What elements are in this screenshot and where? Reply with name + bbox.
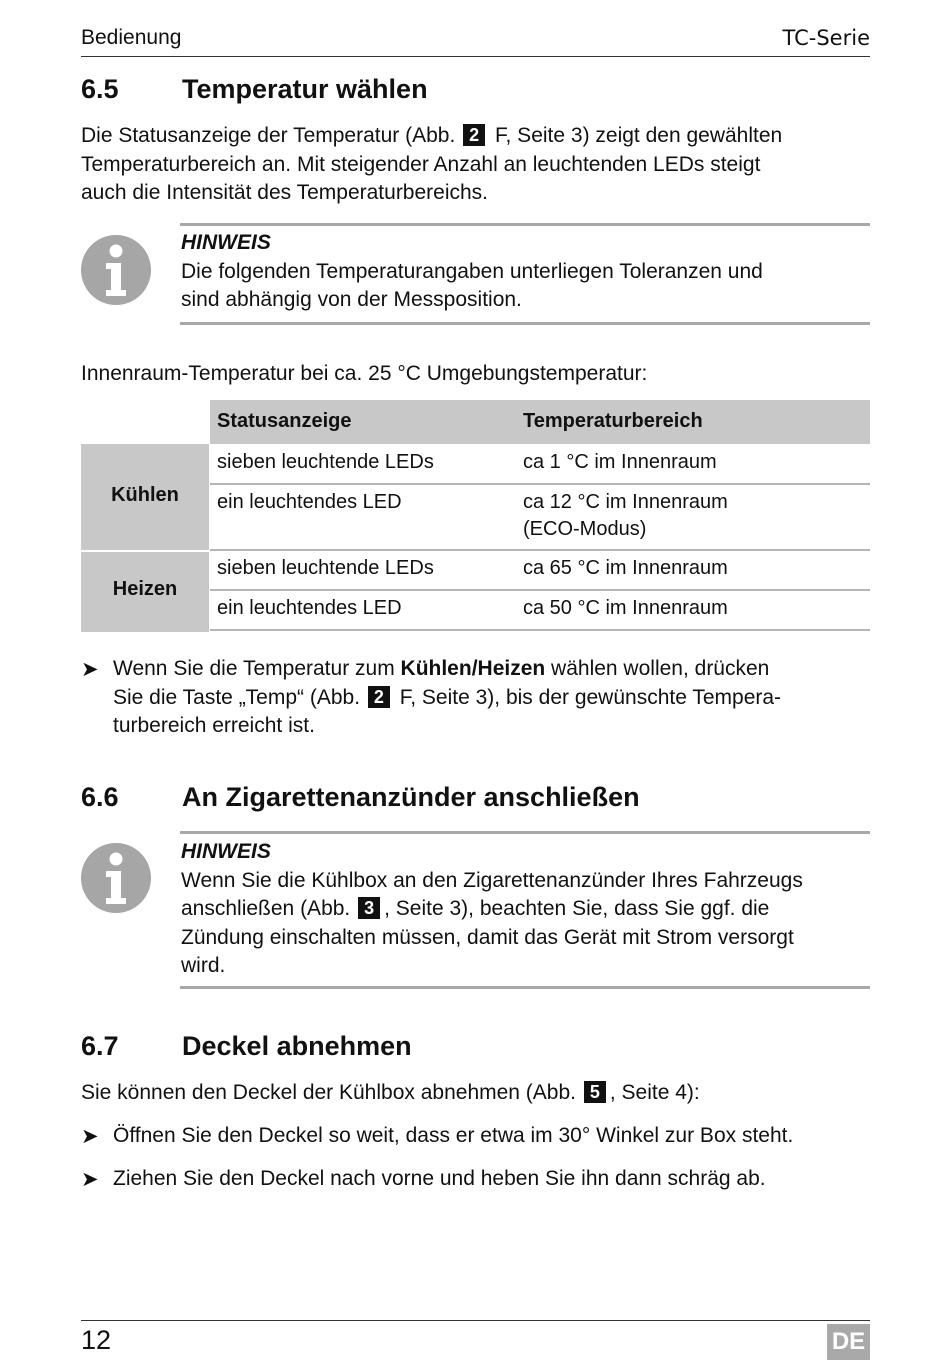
bullet-arrow-icon: ➤	[81, 1124, 99, 1148]
note-line: wird.	[181, 954, 226, 977]
paragraph-line: auch die Intensität des Temperaturbereichs.	[81, 181, 489, 204]
instruction-item	[81, 1122, 870, 1152]
note-bottom-rule	[180, 322, 870, 325]
footer-divider	[81, 1320, 870, 1321]
group-label-heating	[81, 552, 209, 632]
table-header-row	[210, 400, 870, 444]
paragraph-line	[81, 122, 870, 151]
intro-paragraph	[81, 122, 870, 208]
paragraph	[81, 1079, 700, 1108]
table-cell: ca 1 °C im Innenraum	[523, 451, 717, 473]
text-run: F, Seite 3), bis der gewünschte Tempera-	[399, 685, 782, 709]
bullet-arrow-icon: ➤	[81, 657, 99, 681]
running-header-series: TC-Serie	[782, 26, 870, 50]
text-run: Sie können den Deckel der Kühlbox abnehmen (Abb.	[81, 1081, 576, 1104]
table-intro: Innenraum-Temperatur bei ca. 25 °C Umgebungstemperatur:	[81, 362, 648, 385]
figure-badge: 2	[368, 686, 390, 708]
note-bottom-rule	[180, 986, 870, 989]
section-title: Temperatur wählen	[182, 74, 428, 104]
figure-badge: 5	[584, 1081, 606, 1103]
table-cell	[523, 489, 728, 542]
text-run: , Seite 4):	[609, 1081, 700, 1104]
note-top-rule	[180, 223, 870, 226]
row-divider	[210, 483, 870, 485]
section-title: Deckel abnehmen	[182, 1031, 412, 1061]
text-run: Wenn Sie die Temperatur zum	[113, 657, 401, 680]
note-top-rule	[180, 831, 870, 834]
table-cell: ein leuchtendes LED	[217, 597, 402, 619]
table-cell: sieben leuchtende LEDs	[217, 557, 434, 579]
instruction-line: Öffnen Sie den Deckel so weit, dass er etwa im 30° Winkel zur Box steht.	[113, 1124, 794, 1147]
paragraph-line: Temperaturbereich an. Mit steigender Anzahl an leuchtenden LEDs steigt	[81, 152, 761, 176]
section-number: 6.5	[81, 74, 119, 104]
section-number: 6.7	[81, 1031, 119, 1061]
group-label-text: Kühlen	[111, 484, 179, 506]
figure-badge: 2	[463, 124, 485, 146]
cell-line: (ECO-Modus)	[523, 517, 647, 540]
info-icon	[81, 843, 151, 913]
table-cell: ca 50 °C im Innenraum	[523, 597, 728, 619]
row-divider	[210, 589, 870, 591]
group-label-cooling	[81, 444, 209, 550]
header-divider	[81, 56, 870, 57]
column-header: Statusanzeige	[217, 410, 352, 432]
text-run: F, Seite 3) zeigt den gewählten	[495, 124, 783, 147]
info-icon	[81, 235, 151, 305]
note-line	[181, 895, 803, 924]
note-body	[181, 229, 763, 315]
running-header-section: Bedienung	[81, 26, 182, 49]
language-badge: DE	[827, 1324, 870, 1360]
section-heading-6-5	[81, 74, 870, 108]
column-header: Temperaturbereich	[523, 410, 703, 432]
text-run-bold: Kühlen/Heizen	[400, 657, 546, 680]
page-number: 12	[81, 1325, 112, 1355]
note-body	[181, 838, 803, 981]
text-run: , Seite 3), beachten Sie, dass Sie ggf. die	[384, 897, 770, 920]
table-cell: sieben leuchtende LEDs	[217, 451, 434, 473]
note-title: HINWEIS	[181, 231, 271, 254]
instruction-item	[81, 655, 870, 741]
note-line: Wenn Sie die Kühlbox an den Zigarettenanzünder Ihres Fahrzeugs	[181, 868, 803, 892]
group-label-text: Heizen	[112, 578, 178, 600]
instruction-line: turbereich erreicht ist.	[113, 714, 315, 737]
instruction-line: Ziehen Sie den Deckel nach vorne und heben Sie ihn dann schräg ab.	[113, 1167, 766, 1190]
section-number: 6.6	[81, 782, 119, 812]
text-run: Die Statusanzeige der Temperatur (Abb.	[81, 124, 456, 147]
instruction-line	[113, 655, 769, 684]
text-run: anschließen (Abb.	[181, 897, 351, 920]
instruction-line	[113, 684, 781, 713]
cell-line: ca 12 °C im Innenraum	[523, 491, 728, 513]
note-line: sind abhängig von der Messposition.	[181, 288, 522, 311]
section-heading-6-6	[81, 782, 870, 816]
note-title: HINWEIS	[181, 840, 271, 863]
row-divider	[210, 629, 870, 631]
instruction-item	[81, 1165, 870, 1195]
section-title: An Zigarettenanzünder anschließen	[182, 782, 640, 812]
row-divider	[210, 549, 870, 551]
text-run: Sie die Taste „Temp“ (Abb.	[113, 685, 361, 709]
note-line: Die folgenden Temperaturangaben unterliegen Toleranzen und	[181, 259, 763, 283]
table-cell: ca 65 °C im Innenraum	[523, 557, 728, 579]
figure-badge: 3	[358, 897, 380, 919]
note-line: Zündung einschalten müssen, damit das Gerät mit Strom versorgt	[181, 925, 794, 949]
bullet-arrow-icon: ➤	[81, 1167, 99, 1191]
text-run: wählen wollen, drücken	[545, 657, 770, 680]
table-cell: ein leuchtendes LED	[217, 491, 402, 513]
section-heading-6-7	[81, 1031, 870, 1065]
